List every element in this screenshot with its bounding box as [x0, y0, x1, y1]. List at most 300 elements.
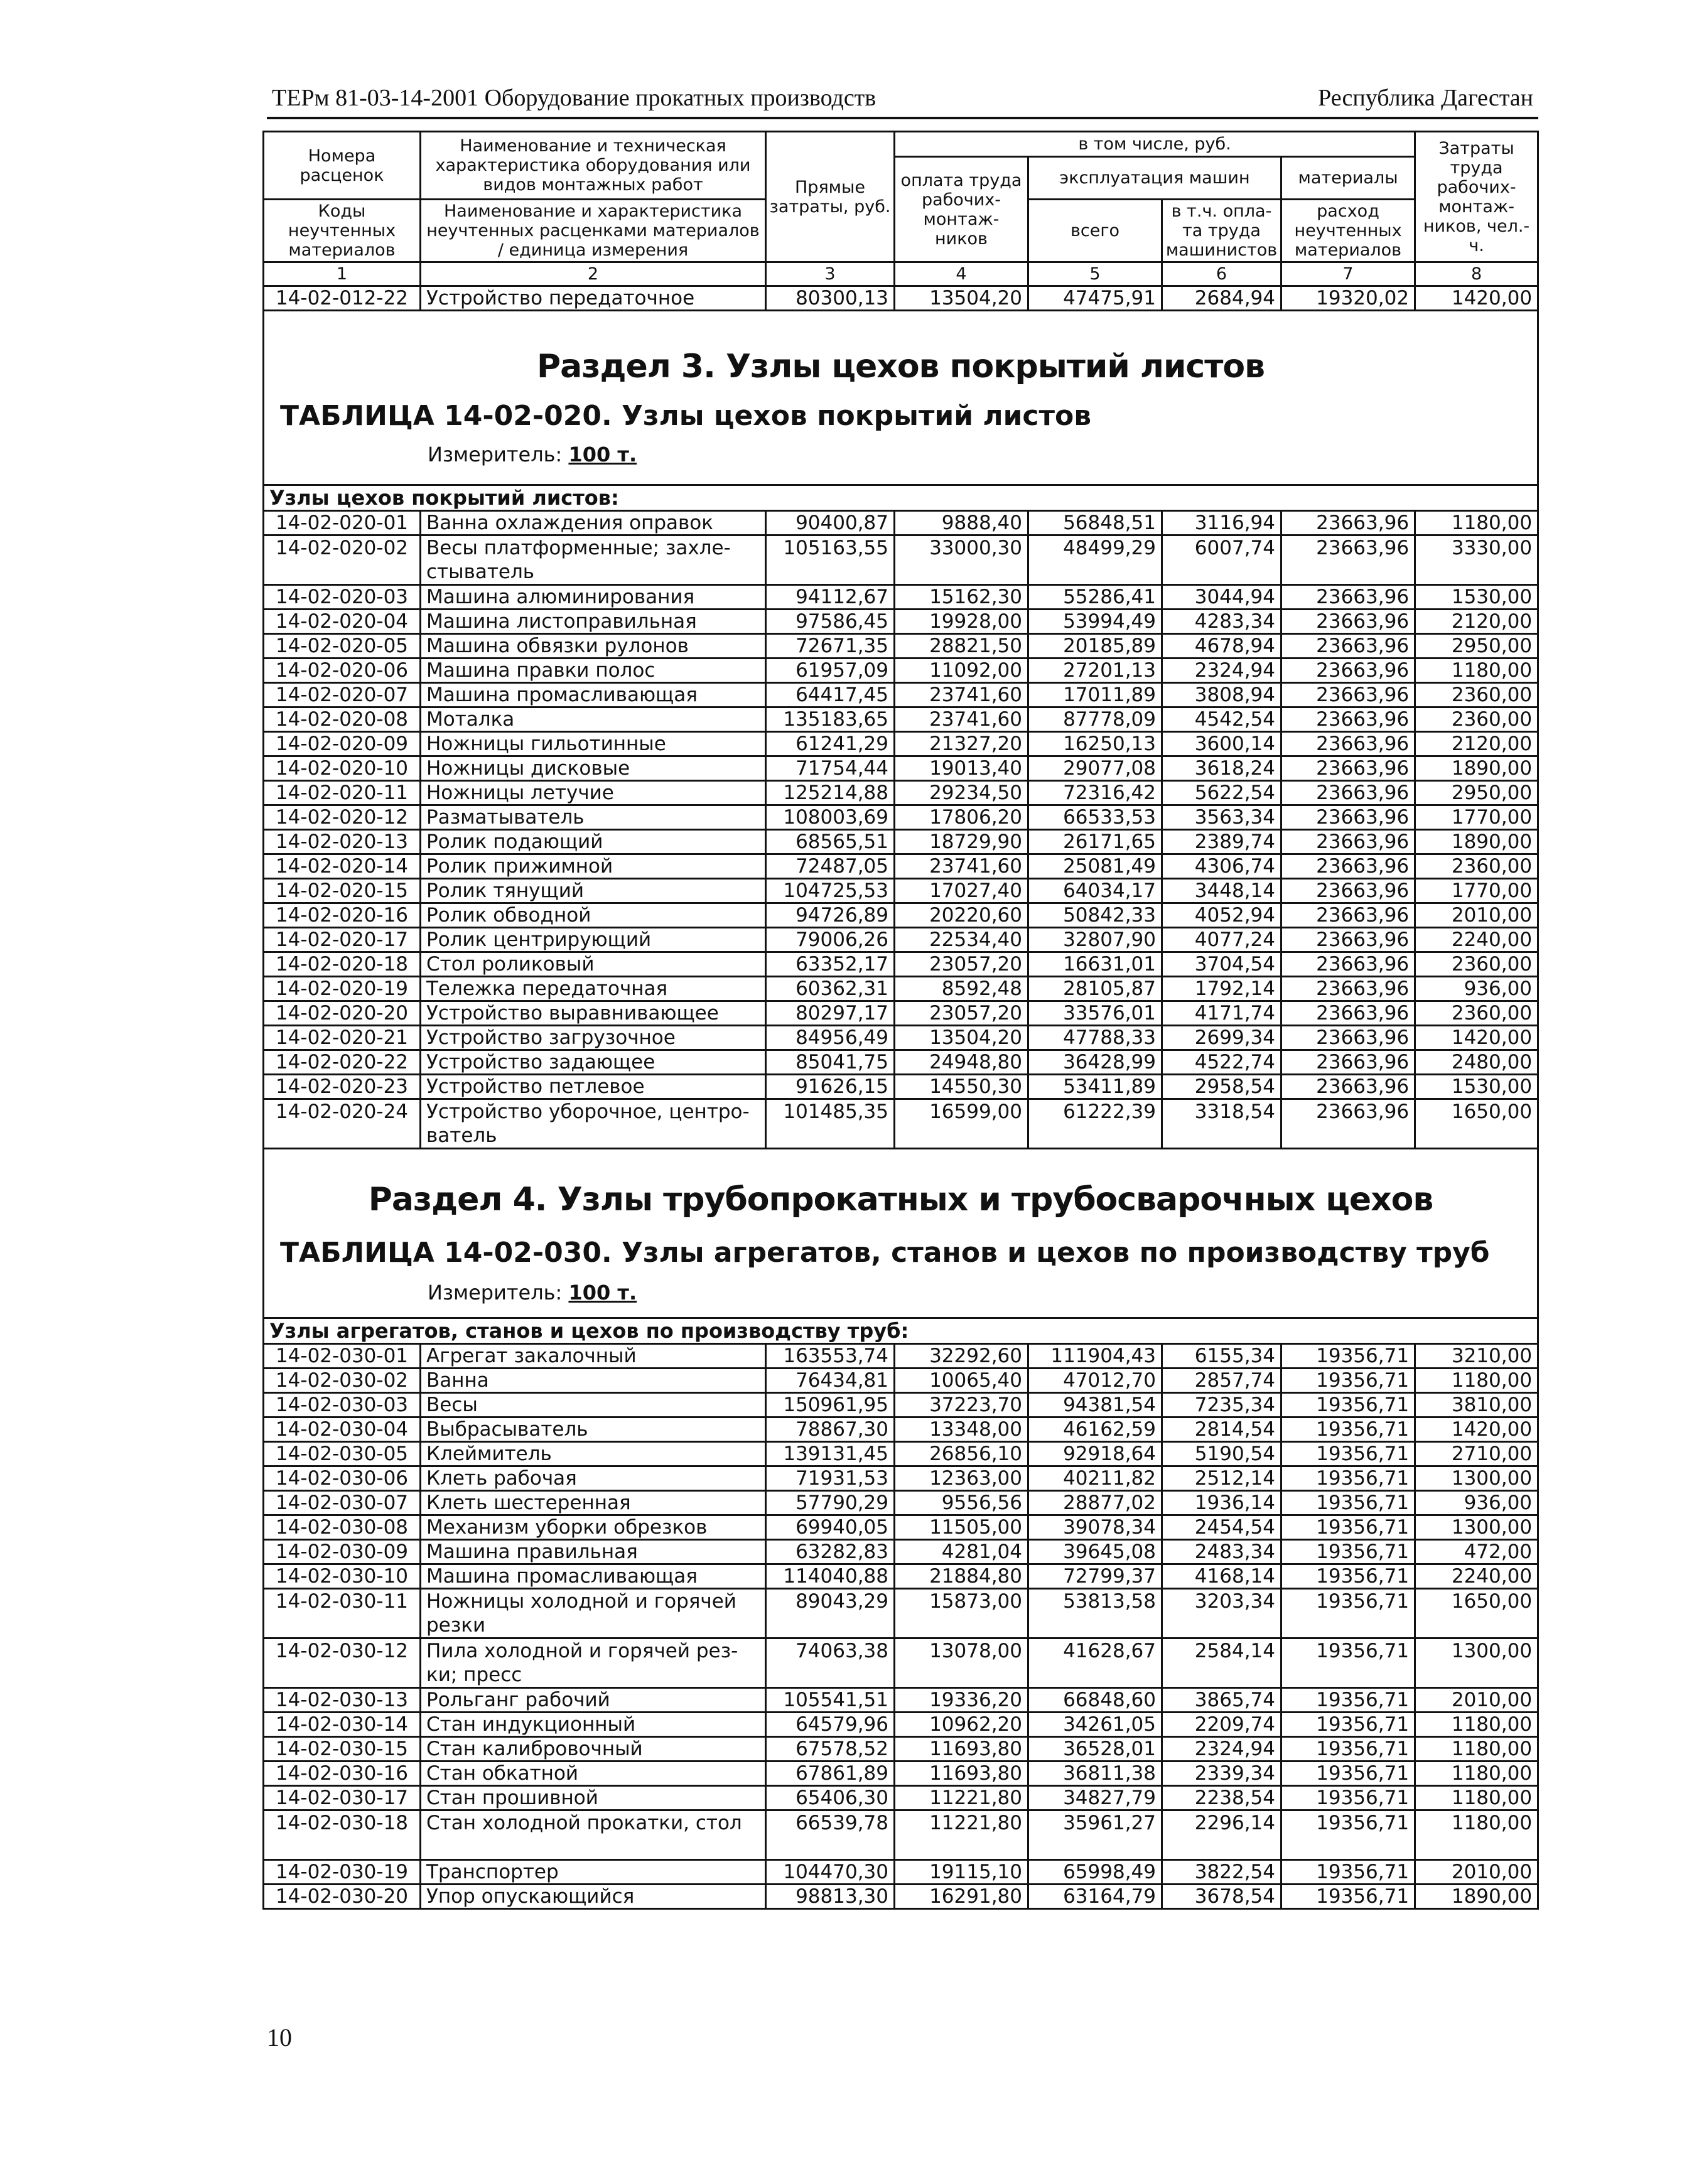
- row-wage: 13348,00: [895, 1417, 1028, 1442]
- row-wage: 21884,80: [895, 1564, 1028, 1589]
- row-direct: 135183,65: [766, 707, 895, 732]
- measure-unit: [264, 439, 1537, 470]
- row-name: Машина листоправильная: [421, 610, 766, 634]
- row-materials: 19356,71: [1281, 1737, 1415, 1762]
- row-machinist: 2814,54: [1162, 1417, 1281, 1442]
- row-name: Пила холодной и горячей рез-ки; пресс: [421, 1638, 766, 1688]
- row-direct: 84956,49: [766, 1026, 895, 1050]
- row-wage: 13504,20: [895, 1026, 1028, 1050]
- row-labor: 1890,00: [1415, 830, 1538, 854]
- row-materials: 19356,71: [1281, 1442, 1415, 1466]
- row-machinist: 3448,14: [1162, 879, 1281, 903]
- row-labor: 2010,00: [1415, 1860, 1538, 1885]
- row-materials: 23663,96: [1281, 634, 1415, 659]
- row-labor: 1180,00: [1415, 511, 1538, 535]
- row-materials: 19356,71: [1281, 1369, 1415, 1393]
- row-code: 14-02-030-03: [264, 1393, 421, 1417]
- row-code: 14-02-030-08: [264, 1515, 421, 1540]
- row-labor: 1180,00: [1415, 1713, 1538, 1737]
- row-code: 14-02-030-01: [264, 1344, 421, 1369]
- row-machine: 36428,99: [1028, 1050, 1162, 1075]
- row-wage: 14550,30: [895, 1075, 1028, 1099]
- row-labor: 2120,00: [1415, 610, 1538, 634]
- row-machinist: 2389,74: [1162, 830, 1281, 854]
- table-row: [264, 1442, 1538, 1466]
- price-table: [262, 131, 1539, 1910]
- table-row: [264, 903, 1538, 928]
- header-labor: Затраты труда рабочих-монтаж-ников, чел.-ч.: [1415, 132, 1538, 262]
- row-machine: 64034,17: [1028, 879, 1162, 903]
- row-code: 14-02-020-01: [264, 511, 421, 535]
- row-wage: 10065,40: [895, 1369, 1028, 1393]
- row-labor: 1530,00: [1415, 585, 1538, 610]
- row-direct: 150961,95: [766, 1393, 895, 1417]
- row-wage: 26856,10: [895, 1442, 1028, 1466]
- row-name: Машина алюминирования: [421, 585, 766, 610]
- row-name: Механизм уборки обрезков: [421, 1515, 766, 1540]
- table-row: [264, 511, 1538, 535]
- group-title: Узлы цехов покрытий листов:: [264, 485, 1538, 511]
- header-codes: Номера расценок: [264, 132, 421, 200]
- row-materials: 19356,71: [1281, 1786, 1415, 1810]
- row-direct: 101485,35: [766, 1099, 895, 1149]
- row-direct: 105163,55: [766, 535, 895, 585]
- table-row: [264, 1589, 1538, 1638]
- document-title: ТЕРм 81-03-14-2001 Оборудование прокатных производств: [272, 85, 876, 111]
- row-machine: 16250,13: [1028, 732, 1162, 756]
- row-machinist: 4542,54: [1162, 707, 1281, 732]
- row-labor: 2480,00: [1415, 1050, 1538, 1075]
- row-code: 14-02-030-04: [264, 1417, 421, 1442]
- row-code: 14-02-030-10: [264, 1564, 421, 1589]
- table-row: [264, 1369, 1538, 1393]
- row-wage: 23741,60: [895, 707, 1028, 732]
- row-wage: 19928,00: [895, 610, 1028, 634]
- header-wage: оплата труда рабочих-монтаж-ников: [895, 157, 1028, 262]
- row-wage: 23057,20: [895, 1001, 1028, 1026]
- header-machines: эксплуатация машин: [1028, 157, 1281, 200]
- row-labor: 1420,00: [1415, 1417, 1538, 1442]
- row-machine: 65998,49: [1028, 1860, 1162, 1885]
- row-wage: 10962,20: [895, 1713, 1028, 1737]
- table-row: [264, 928, 1538, 952]
- row-machine: 20185,89: [1028, 634, 1162, 659]
- row-materials: 23663,96: [1281, 781, 1415, 805]
- row-materials: 23663,96: [1281, 952, 1415, 977]
- row-materials: 23663,96: [1281, 805, 1415, 830]
- row-code: 14-02-020-03: [264, 585, 421, 610]
- row-labor: 2010,00: [1415, 1688, 1538, 1713]
- row-name: Устройство петлевое: [421, 1075, 766, 1099]
- row-wage: 11092,00: [895, 659, 1028, 683]
- row-wage: 11693,80: [895, 1737, 1028, 1762]
- row-materials: 23663,96: [1281, 535, 1415, 585]
- table-row: [264, 286, 1538, 311]
- row-machine: 66533,53: [1028, 805, 1162, 830]
- measure-value: 100 т.: [568, 1281, 637, 1304]
- row-code: 14-02-020-06: [264, 659, 421, 683]
- row-machinist: 3865,74: [1162, 1688, 1281, 1713]
- row-machine: 50842,33: [1028, 903, 1162, 928]
- row-labor: 1180,00: [1415, 1786, 1538, 1810]
- header-machines-total: всего: [1028, 200, 1162, 262]
- row-machinist: 3563,34: [1162, 805, 1281, 830]
- table-title: ТАБЛИЦА 14-02-030. Узлы агрегатов, станов и цехов по производству труб: [280, 1237, 1490, 1269]
- row-machine: 47788,33: [1028, 1026, 1162, 1050]
- row-machine: 72799,37: [1028, 1564, 1162, 1589]
- row-machinist: 2958,54: [1162, 1075, 1281, 1099]
- row-machinist: 2209,74: [1162, 1713, 1281, 1737]
- row-name: Стан индукционный: [421, 1713, 766, 1737]
- row-wage: 24948,80: [895, 1050, 1028, 1075]
- row-machinist: 4283,34: [1162, 610, 1281, 634]
- row-wage: 33000,30: [895, 535, 1028, 585]
- table-row: [264, 1417, 1538, 1442]
- row-wage: 19336,20: [895, 1688, 1028, 1713]
- group-row: [264, 485, 1538, 511]
- region-name: Республика Дагестан: [1318, 85, 1533, 111]
- row-name: Рольганг рабочий: [421, 1688, 766, 1713]
- row-name: Стан прошивной: [421, 1786, 766, 1810]
- row-materials: 23663,96: [1281, 903, 1415, 928]
- row-materials: 23663,96: [1281, 511, 1415, 535]
- row-machine: 53411,89: [1028, 1075, 1162, 1099]
- row-labor: 1650,00: [1415, 1589, 1538, 1638]
- row-code: 14-02-030-19: [264, 1860, 421, 1885]
- row-direct: 98813,30: [766, 1885, 895, 1909]
- row-code: 14-02-020-10: [264, 756, 421, 781]
- row-machine: 56848,51: [1028, 511, 1162, 535]
- row-name: Машина правки полос: [421, 659, 766, 683]
- header-machinist-wage: в т.ч. опла-та труда машинистов: [1162, 200, 1281, 262]
- row-labor: 3210,00: [1415, 1344, 1538, 1369]
- row-wage: 20220,60: [895, 903, 1028, 928]
- table-row: [264, 1762, 1538, 1786]
- row-machinist: 2857,74: [1162, 1369, 1281, 1393]
- row-name: Клеть шестеренная: [421, 1491, 766, 1515]
- row-name: Весы платформенные; захле-стыватель: [421, 535, 766, 585]
- table-row: [264, 610, 1538, 634]
- row-code: 14-02-020-18: [264, 952, 421, 977]
- row-wage: 11505,00: [895, 1515, 1028, 1540]
- row-materials: 19356,71: [1281, 1810, 1415, 1860]
- table-row: [264, 1491, 1538, 1515]
- table-row: [264, 732, 1538, 756]
- row-machinist: 2699,34: [1162, 1026, 1281, 1050]
- row-machine: 36528,01: [1028, 1737, 1162, 1762]
- header-codes-unaccounted: Коды неучтенных материалов: [264, 200, 421, 262]
- row-code: 14-02-030-12: [264, 1638, 421, 1688]
- row-name: Машина обвязки рулонов: [421, 634, 766, 659]
- row-direct: 71754,44: [766, 756, 895, 781]
- section-4-rows: [264, 1344, 1538, 1909]
- row-labor: 472,00: [1415, 1540, 1538, 1564]
- row-direct: 60362,31: [766, 977, 895, 1001]
- row-labor: 1890,00: [1415, 1885, 1538, 1909]
- row-materials: 19356,71: [1281, 1589, 1415, 1638]
- table-row: [264, 634, 1538, 659]
- page-number: 10: [267, 2023, 292, 2052]
- table-row: [264, 535, 1538, 585]
- row-machine: 26171,65: [1028, 830, 1162, 854]
- row-direct: 66539,78: [766, 1810, 895, 1860]
- row-code: 14-02-020-05: [264, 634, 421, 659]
- row-machinist: 2339,34: [1162, 1762, 1281, 1786]
- row-name: Выбрасыватель: [421, 1417, 766, 1442]
- row-code: 14-02-020-02: [264, 535, 421, 585]
- table-row: [264, 781, 1538, 805]
- table-title: ТАБЛИЦА 14-02-020. Узлы цехов покрытий листов: [280, 400, 1092, 432]
- row-name: Машина правильная: [421, 1540, 766, 1564]
- row-machinist: 4306,74: [1162, 854, 1281, 879]
- row-materials: 19356,71: [1281, 1515, 1415, 1540]
- row-direct: 61241,29: [766, 732, 895, 756]
- column-number: 8: [1415, 262, 1538, 286]
- row-direct: 63352,17: [766, 952, 895, 977]
- table-row: [264, 1860, 1538, 1885]
- row-machine: 47012,70: [1028, 1369, 1162, 1393]
- row-machinist: 4171,74: [1162, 1001, 1281, 1026]
- table-row: [264, 1466, 1538, 1491]
- table-row: [264, 585, 1538, 610]
- row-direct: 67578,52: [766, 1737, 895, 1762]
- row-labor: 2360,00: [1415, 854, 1538, 879]
- row-labor: 1650,00: [1415, 1099, 1538, 1149]
- section-4-heading: [264, 1149, 1538, 1318]
- row-wage: 32292,60: [895, 1344, 1028, 1369]
- row-name: Стан холодной прокатки, стол: [421, 1810, 766, 1860]
- row-name: Устройство задающее: [421, 1050, 766, 1075]
- row-materials: 23663,96: [1281, 830, 1415, 854]
- row-code: 14-02-030-18: [264, 1810, 421, 1860]
- row-code: 14-02-020-20: [264, 1001, 421, 1026]
- row-labor: 2360,00: [1415, 1001, 1538, 1026]
- table-row: [264, 1540, 1538, 1564]
- table-row: [264, 805, 1538, 830]
- row-machine: 34261,05: [1028, 1713, 1162, 1737]
- row-wage: 19013,40: [895, 756, 1028, 781]
- section-title: Раздел 3. Узлы цехов покрытий листов: [537, 348, 1265, 385]
- row-machine: 66848,60: [1028, 1688, 1162, 1713]
- row-machinist: 4168,14: [1162, 1564, 1281, 1589]
- table-row: [264, 1001, 1538, 1026]
- table-row: [264, 683, 1538, 707]
- row-name: Клеть рабочая: [421, 1466, 766, 1491]
- row-wage: 37223,70: [895, 1393, 1028, 1417]
- row-wage: 4281,04: [895, 1540, 1028, 1564]
- column-number: 4: [895, 262, 1028, 286]
- row-materials: 23663,96: [1281, 610, 1415, 634]
- header-name-unaccounted: Наименование и характеристика неучтенных расценками материалов / единица измерения: [421, 200, 766, 262]
- row-labor: 1420,00: [1415, 1026, 1538, 1050]
- row-machine: 28105,87: [1028, 977, 1162, 1001]
- row-machinist: 4077,24: [1162, 928, 1281, 952]
- table-row: [264, 1050, 1538, 1075]
- row-direct: 90400,87: [766, 511, 895, 535]
- row-machinist: 5190,54: [1162, 1442, 1281, 1466]
- row-labor: 2950,00: [1415, 634, 1538, 659]
- row-name: Ролик прижимной: [421, 854, 766, 879]
- row-machinist: 2324,94: [1162, 659, 1281, 683]
- table-row: [264, 854, 1538, 879]
- row-materials: 19356,71: [1281, 1491, 1415, 1515]
- row-machine: 25081,49: [1028, 854, 1162, 879]
- row-wage: 15873,00: [895, 1589, 1028, 1638]
- row-machinist: 2483,34: [1162, 1540, 1281, 1564]
- row-labor: 1180,00: [1415, 1762, 1538, 1786]
- row-labor: 1300,00: [1415, 1638, 1538, 1688]
- table-row: [264, 952, 1538, 977]
- row-machine: 61222,39: [1028, 1099, 1162, 1149]
- row-name: Ножницы холодной и горячей резки: [421, 1589, 766, 1638]
- measure-unit: [264, 1277, 1537, 1308]
- row-machinist: 3678,54: [1162, 1885, 1281, 1909]
- table-row: [264, 1393, 1538, 1417]
- row-materials: 23663,96: [1281, 854, 1415, 879]
- row-wage: 28821,50: [895, 634, 1028, 659]
- row-direct: 64579,96: [766, 1713, 895, 1737]
- row-materials: 23663,96: [1281, 977, 1415, 1001]
- header-direct-costs: Прямые затраты, руб.: [766, 132, 895, 262]
- row-materials: 23663,96: [1281, 1075, 1415, 1099]
- row-machine: 33576,01: [1028, 1001, 1162, 1026]
- row-wage: 21327,20: [895, 732, 1028, 756]
- measure-label: Измеритель:: [428, 1281, 563, 1304]
- row-name: Устройство уборочное, центро-ватель: [421, 1099, 766, 1149]
- row-labor: 1770,00: [1415, 805, 1538, 830]
- row-name: Ролик центрирующий: [421, 928, 766, 952]
- row-name: Стан обкатной: [421, 1762, 766, 1786]
- row-direct: 163553,74: [766, 1344, 895, 1369]
- column-number: 5: [1028, 262, 1162, 286]
- row-machine: 87778,09: [1028, 707, 1162, 732]
- table-row: [264, 707, 1538, 732]
- row-machinist: 3822,54: [1162, 1860, 1281, 1885]
- header-materials: материалы: [1281, 157, 1415, 200]
- row-direct: 139131,45: [766, 1442, 895, 1466]
- row-wage: 11221,80: [895, 1810, 1028, 1860]
- row-machinist: 6155,34: [1162, 1344, 1281, 1369]
- row-wage: 13504,20: [895, 286, 1028, 311]
- row-materials: 23663,96: [1281, 756, 1415, 781]
- row-machine: 32807,90: [1028, 928, 1162, 952]
- row-machine: 55286,41: [1028, 585, 1162, 610]
- row-code: 14-02-030-06: [264, 1466, 421, 1491]
- row-code: 14-02-030-14: [264, 1713, 421, 1737]
- row-direct: 125214,88: [766, 781, 895, 805]
- row-direct: 114040,88: [766, 1564, 895, 1589]
- row-code: 14-02-030-13: [264, 1688, 421, 1713]
- row-code: 14-02-020-21: [264, 1026, 421, 1050]
- row-materials: 23663,96: [1281, 928, 1415, 952]
- row-direct: 91626,15: [766, 1075, 895, 1099]
- row-labor: 1180,00: [1415, 1810, 1538, 1860]
- table-row: [264, 1026, 1538, 1050]
- row-wage: 13078,00: [895, 1638, 1028, 1688]
- row-labor: 936,00: [1415, 977, 1538, 1001]
- row-materials: 23663,96: [1281, 683, 1415, 707]
- row-code: 14-02-020-16: [264, 903, 421, 928]
- row-direct: 104470,30: [766, 1860, 895, 1885]
- row-direct: 108003,69: [766, 805, 895, 830]
- group-title: Узлы агрегатов, станов и цехов по производству труб:: [264, 1318, 1538, 1344]
- table-header: [264, 132, 1538, 286]
- row-wage: 17806,20: [895, 805, 1028, 830]
- column-number: 1: [264, 262, 421, 286]
- row-labor: 1420,00: [1415, 286, 1538, 311]
- row-machine: 92918,64: [1028, 1442, 1162, 1466]
- column-number-row: [264, 262, 1538, 286]
- row-materials: 19356,71: [1281, 1417, 1415, 1442]
- row-machinist: 1936,14: [1162, 1491, 1281, 1515]
- table-row: [264, 659, 1538, 683]
- row-code: 14-02-020-23: [264, 1075, 421, 1099]
- row-machinist: 7235,34: [1162, 1393, 1281, 1417]
- row-labor: 2950,00: [1415, 781, 1538, 805]
- row-code: 14-02-020-24: [264, 1099, 421, 1149]
- row-labor: 2240,00: [1415, 1564, 1538, 1589]
- row-wage: 29234,50: [895, 781, 1028, 805]
- row-materials: 23663,96: [1281, 1026, 1415, 1050]
- row-code: 14-02-030-20: [264, 1885, 421, 1909]
- row-direct: 67861,89: [766, 1762, 895, 1786]
- row-labor: 3810,00: [1415, 1393, 1538, 1417]
- row-direct: 63282,83: [766, 1540, 895, 1564]
- row-name: Разматыватель: [421, 805, 766, 830]
- row-machine: 27201,13: [1028, 659, 1162, 683]
- row-code: 14-02-020-09: [264, 732, 421, 756]
- row-code: 14-02-030-09: [264, 1540, 421, 1564]
- column-number: 6: [1162, 262, 1281, 286]
- row-name: Тележка передаточная: [421, 977, 766, 1001]
- row-machinist: 2454,54: [1162, 1515, 1281, 1540]
- row-machine: 39078,34: [1028, 1515, 1162, 1540]
- row-name: Упор опускающийся: [421, 1885, 766, 1909]
- column-number: 7: [1281, 262, 1415, 286]
- row-machine: 16631,01: [1028, 952, 1162, 977]
- row-machinist: 4522,74: [1162, 1050, 1281, 1075]
- row-labor: 1890,00: [1415, 756, 1538, 781]
- row-name: Моталка: [421, 707, 766, 732]
- row-machinist: 3704,54: [1162, 952, 1281, 977]
- row-name: Устройство выравнивающее: [421, 1001, 766, 1026]
- row-code: 14-02-020-04: [264, 610, 421, 634]
- row-labor: 1180,00: [1415, 1737, 1538, 1762]
- row-code: 14-02-020-22: [264, 1050, 421, 1075]
- table-row: [264, 830, 1538, 854]
- row-direct: 72487,05: [766, 854, 895, 879]
- row-labor: 3330,00: [1415, 535, 1538, 585]
- table-row: [264, 1713, 1538, 1737]
- row-materials: 19356,71: [1281, 1638, 1415, 1688]
- row-machinist: 3600,14: [1162, 732, 1281, 756]
- row-materials: 19356,71: [1281, 1466, 1415, 1491]
- row-machine: 53813,58: [1028, 1589, 1162, 1638]
- row-labor: 936,00: [1415, 1491, 1538, 1515]
- row-direct: 74063,38: [766, 1638, 895, 1688]
- row-code: 14-02-030-17: [264, 1786, 421, 1810]
- row-materials: 19356,71: [1281, 1564, 1415, 1589]
- column-number: 2: [421, 262, 766, 286]
- row-materials: 19320,02: [1281, 286, 1415, 311]
- row-direct: 79006,26: [766, 928, 895, 952]
- row-machine: 111904,43: [1028, 1344, 1162, 1369]
- row-direct: 72671,35: [766, 634, 895, 659]
- row-code: 14-02-020-13: [264, 830, 421, 854]
- row-wage: 17027,40: [895, 879, 1028, 903]
- row-labor: 2360,00: [1415, 952, 1538, 977]
- column-number: 3: [766, 262, 895, 286]
